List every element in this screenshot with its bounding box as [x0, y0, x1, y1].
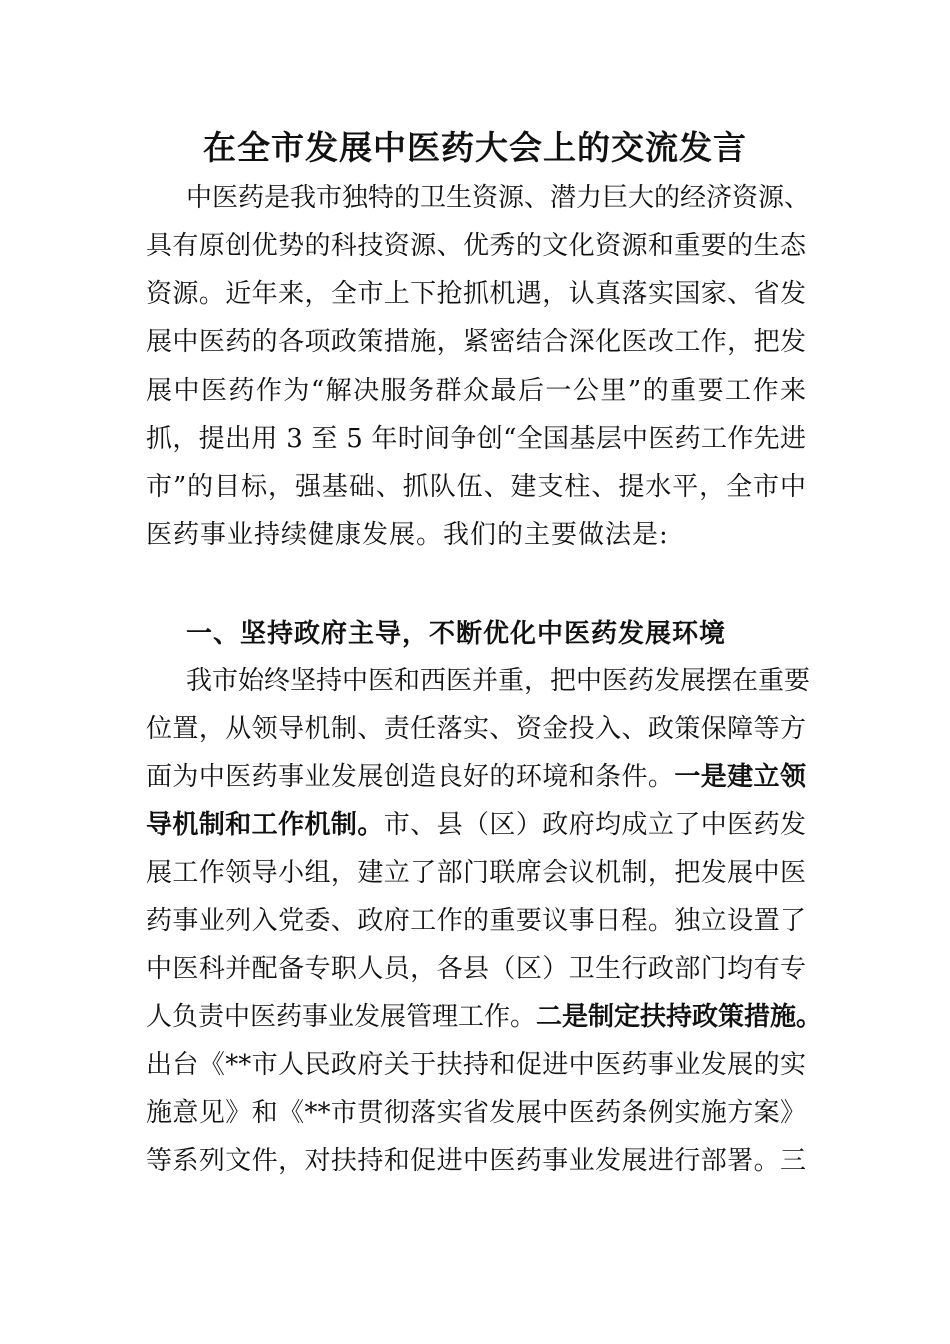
paragraph-line: 抓，提出用 3 至 5 年时间争创“全国基层中医药工作先进	[146, 424, 806, 454]
paragraph-line: 药事业列入党委、政府工作的重要议事日程。独立设置了	[146, 906, 806, 936]
paragraph-text: 人负责中医药事业发展管理工作。	[146, 1002, 537, 1032]
paragraph-line: 我市始终坚持中医和西医并重，把中医药发展摆在重要	[186, 666, 811, 696]
paragraph-line: 位置，从领导机制、责任落实、资金投入、政策保障等方	[146, 714, 806, 744]
paragraph-line: 中医科并配备专职人员，各县（区）卫生行政部门均有专	[146, 954, 806, 984]
paragraph-line	[146, 997, 823, 1037]
section-heading: 一、坚持政府主导，不断优化中医药发展环境	[186, 619, 727, 649]
paragraph-line: 医药事业持续健康发展。我们的主要做法是:	[146, 520, 669, 550]
paragraph-line: 展中医药的各项政策措施，紧密结合深化医改工作，把发	[146, 327, 806, 357]
paragraph-line: 中医药是我市独特的卫生资源、潜力巨大的经济资源、	[186, 183, 811, 213]
paragraph-line: 具有原创优势的科技资源、优秀的文化资源和重要的生态	[146, 231, 806, 261]
paragraph-line: 等系列文件，对扶持和促进中医药事业发展进行部署。三	[146, 1146, 806, 1176]
paragraph-text: 市、县（区）政府均成立了中医药发	[383, 810, 806, 840]
paragraph-line: 展工作领导小组，建立了部门联席会议机制，把发展中医	[146, 858, 806, 888]
bold-emphasis: 二是制定扶持政策措施。	[536, 1002, 823, 1032]
bold-emphasis: 一是建立领	[674, 762, 806, 792]
paragraph-line: 展中医药作为“解决服务群众最后一公里”的重要工作来	[146, 376, 806, 406]
paragraph-line: 资源。近年来，全市上下抢抓机遇，认真落实国家、省发	[146, 279, 806, 309]
paragraph-text: 面为中医药事业发展创造良好的环境和条件。	[146, 762, 675, 792]
paragraph-line	[146, 757, 806, 797]
paragraph-line: 市”的目标，强基础、抓队伍、建支柱、提水平，全市中	[146, 472, 806, 502]
paragraph-line: 出台《**市人民政府关于扶持和促进中医药事业发展的实	[146, 1050, 806, 1080]
paragraph-line	[146, 805, 806, 845]
paragraph-line: 施意见》和《**市贯彻落实省发展中医药条例实施方案》	[146, 1098, 806, 1128]
bold-emphasis: 导机制和工作机制。	[146, 810, 384, 840]
document-title: 在全市发展中医药大会上的交流发言	[203, 128, 747, 167]
